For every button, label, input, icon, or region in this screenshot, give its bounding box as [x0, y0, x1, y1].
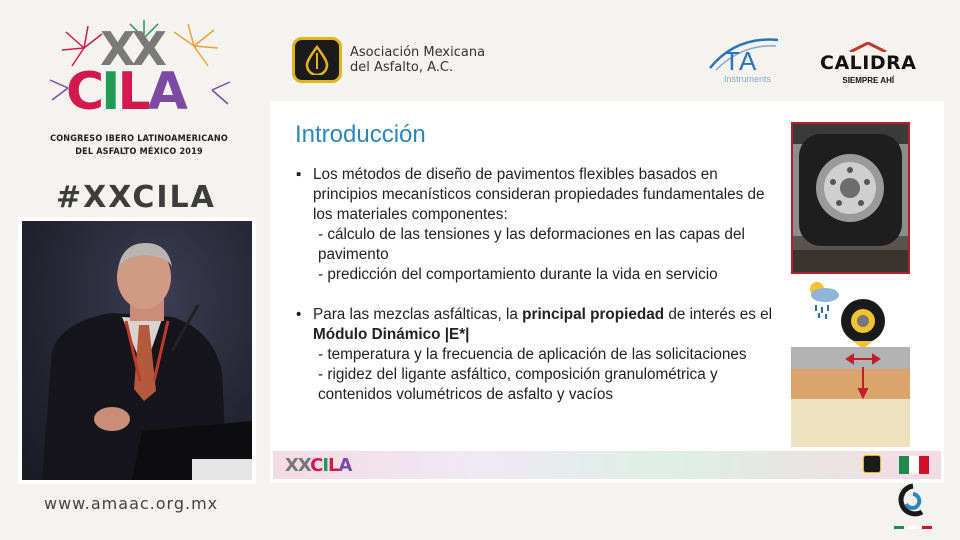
event-logo	[44, 18, 234, 168]
logo-letter: C	[66, 62, 102, 122]
calidra-logo	[820, 42, 916, 85]
bullet-item	[296, 305, 781, 345]
tire-photo	[791, 122, 910, 274]
calidra-tagline: SIEMPRE AHÍ	[842, 76, 895, 85]
wheel-icon	[841, 299, 885, 349]
bullet-bold-text: Módulo Dinámico |E*|	[313, 326, 470, 343]
footer-logo-letter: I	[322, 455, 329, 476]
bullet-item	[296, 165, 781, 225]
calidra-name: CALIDRA	[820, 52, 917, 74]
website-url[interactable]: www.amaac.org.mx	[44, 494, 219, 513]
ta-subtitle: Instruments	[724, 74, 772, 84]
sub-item: - cálculo de las tensiones y las deformaciones en las capas del pavimento	[318, 226, 745, 263]
logo-subtitle-line2: DEL ASFALTO MÉXICO 2019	[75, 147, 203, 157]
presentation-slide	[270, 101, 944, 483]
bullet-dot-icon: •	[296, 306, 302, 323]
amaac-logo	[292, 37, 485, 83]
footer-amaac-icon	[863, 455, 881, 473]
footer-logo-xx: XX	[285, 455, 311, 476]
sub-item: - predicción del comportamiento durante la vida en servicio	[318, 266, 718, 283]
speaker-video	[18, 217, 256, 484]
slide-title: Introducción	[295, 121, 426, 148]
logo-letter: A	[147, 62, 185, 122]
logo-subtitle-line1: CONGRESO IBERO LATINOAMERICANO	[50, 134, 228, 144]
footer-logo-letter: C	[310, 455, 323, 476]
amaac-corner-icon	[892, 482, 934, 532]
ta-instruments-logo	[706, 34, 786, 86]
bullet-text: Los métodos de diseño de pavimentos flexibles basados en principios mecanísticos consideran propiedades fundamentales de los materiales componentes:	[313, 166, 765, 223]
event-hashtag: #XXCILA	[56, 180, 216, 215]
bullet-square-icon: ▪	[296, 166, 302, 183]
sun-cloud-rain-icon	[810, 282, 839, 319]
sub-item: - temperatura y la frecuencia de aplicación de las solicitaciones	[318, 346, 747, 363]
footer-event-logo	[285, 455, 351, 476]
sub-item: - rigidez del ligante asfáltico, composición granulométrica y contenidos volumétricos de asfalto y vacíos	[318, 366, 718, 403]
slide-body	[296, 165, 781, 405]
calidra-roof-icon	[820, 42, 916, 52]
pavement-diagram	[791, 279, 910, 447]
bullet-bold-text: principal propiedad	[522, 306, 665, 323]
slide-footer	[273, 451, 941, 479]
amaac-name-line1: Asociación Mexicana	[350, 45, 486, 60]
logo-cila-text	[66, 62, 185, 122]
bullet-text	[313, 305, 781, 345]
amaac-name-line2: del Asfalto, A.C.	[350, 60, 454, 75]
bullet-text-part: de interés es el	[664, 306, 773, 323]
logo-letter: L	[117, 62, 148, 122]
speaker-figure	[22, 221, 252, 480]
logo-xx-text: XX	[100, 22, 163, 76]
mexico-flag-icon	[899, 456, 929, 474]
logo-letter: I	[101, 62, 118, 122]
ta-letters: TA	[724, 46, 758, 76]
amaac-drop-icon	[292, 37, 342, 83]
footer-logo-letter: L	[328, 455, 339, 476]
bullet-text-part: Para las mezclas asfálticas, la	[313, 306, 523, 323]
footer-logo-letter: A	[338, 455, 352, 476]
